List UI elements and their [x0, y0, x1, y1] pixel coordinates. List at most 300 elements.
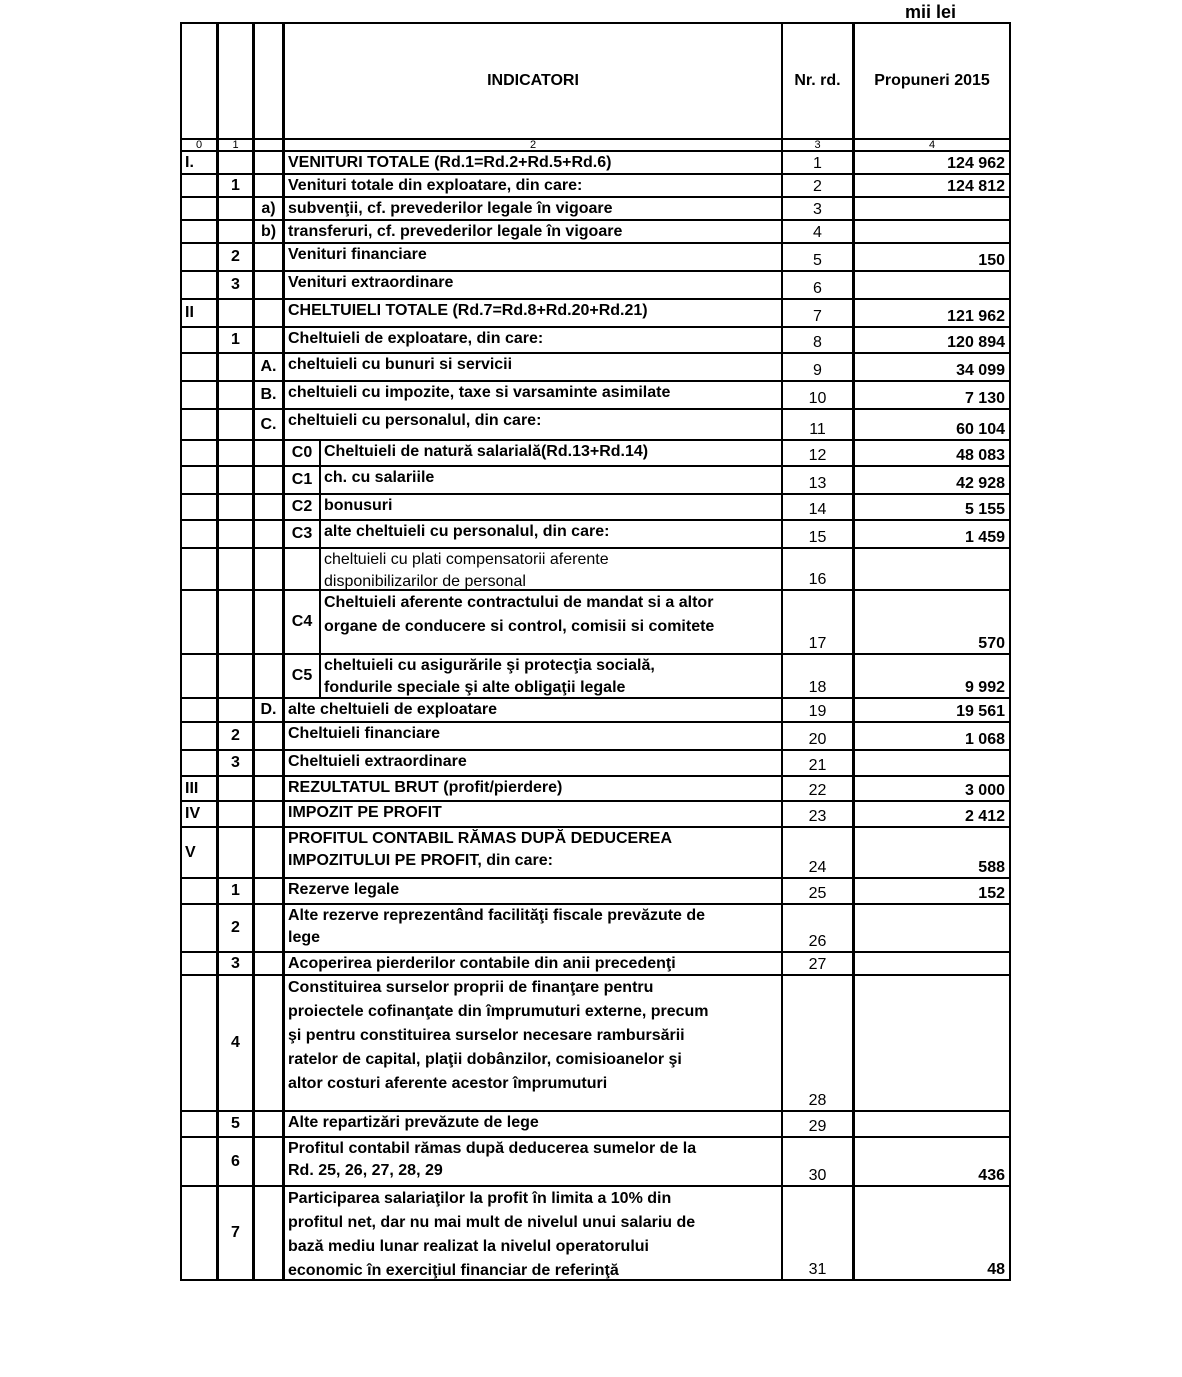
row-nr-cell: [781, 653, 854, 699]
table-row: [180, 270, 1011, 300]
row-description: transferuri, cf. prevederilor legale în vigoare: [288, 223, 623, 240]
row-value: 60 104: [956, 421, 1005, 438]
row-nr-cell: [781, 150, 854, 175]
row-value: 570: [978, 635, 1005, 652]
row-description-cell: [283, 173, 783, 198]
row-c0-label: [182, 953, 216, 974]
row-nr: 31: [808, 1261, 827, 1278]
row-value-cell: [853, 326, 1011, 354]
row-c0-label: [182, 905, 216, 951]
row-c1-label: 1: [231, 331, 240, 348]
row-nr-cell: [781, 951, 854, 976]
row-nr-cell: [781, 589, 854, 655]
row-nr-cell: [781, 974, 854, 1112]
row-c2-cell: [253, 465, 284, 495]
row-c1-label: 1: [231, 882, 240, 899]
row-c0-label: [182, 382, 216, 408]
row-c1-cell: [217, 439, 254, 467]
header-nr-rd-label: Nr. rd.: [794, 72, 841, 89]
row-c1-label: [219, 521, 252, 547]
row-c1-cell: [217, 380, 254, 410]
row-description: Rezerve legale: [288, 881, 400, 898]
row-sub-code: [285, 549, 319, 589]
row-nr: 29: [808, 1118, 827, 1135]
row-value-cell: [853, 1185, 1011, 1281]
row-c0-cell: [180, 877, 218, 905]
row-c1-cell: [217, 298, 254, 328]
row-sub-code-cell: [283, 547, 321, 591]
row-value-cell: [853, 547, 1011, 591]
row-c2-label: [255, 655, 282, 697]
row-c1-cell: [217, 150, 254, 175]
row-value: 48 083: [956, 447, 1005, 464]
row-c1-label: [219, 410, 252, 439]
row-c0-label: [182, 723, 216, 749]
row-nr: 24: [808, 859, 827, 876]
row-c1-label: [219, 441, 252, 465]
row-description-cell: [283, 1110, 783, 1138]
row-c2-cell: [253, 800, 284, 828]
header-propuneri: [853, 22, 1011, 140]
row-c0-cell: [180, 547, 218, 591]
row-c1-cell: [217, 974, 254, 1112]
table-row: [180, 903, 1011, 953]
row-c1-cell: [217, 352, 254, 382]
row-description-cell: [283, 974, 783, 1112]
row-c1-cell: [217, 653, 254, 699]
row-c2-cell: [253, 826, 284, 879]
row-c1-label: [219, 495, 252, 519]
row-nr-cell: [781, 298, 854, 328]
row-c0-cell: [180, 697, 218, 723]
row-nr: 7: [813, 308, 822, 325]
row-nr-cell: [781, 219, 854, 244]
row-c1-label: 3: [231, 954, 240, 972]
row-description: Acoperirea pierderilor contabile din anii precedenţi: [288, 955, 676, 972]
table-row: [180, 653, 1011, 699]
row-description: Profitul contabil rămas după deducerea sumelor de la Rd. 25, 26, 27, 28, 29: [288, 1140, 697, 1179]
row-value: 2 412: [964, 808, 1005, 825]
row-c1-label: 2: [231, 919, 240, 936]
table-row: [180, 196, 1011, 221]
row-sub-code: C5: [291, 667, 313, 684]
row-nr-cell: [781, 380, 854, 410]
row-nr: 15: [808, 529, 827, 546]
row-c2-label: [255, 591, 282, 653]
row-value: 436: [978, 1167, 1005, 1184]
index-label: 0: [195, 139, 203, 151]
row-nr-cell: [781, 173, 854, 198]
row-c2-label: B.: [260, 386, 277, 403]
row-nr: 1: [813, 155, 822, 172]
row-c2-label: [255, 467, 282, 493]
header-col0: [180, 22, 218, 140]
row-nr: 11: [809, 421, 826, 438]
row-description-cell: [283, 800, 783, 828]
row-c2-label: [255, 953, 282, 974]
index-label: 2: [529, 139, 537, 151]
row-c1-label: [219, 802, 252, 826]
row-c1-label: 1: [231, 176, 240, 194]
row-value-cell: [853, 951, 1011, 976]
row-c0-cell: [180, 493, 218, 521]
row-value-cell: [853, 877, 1011, 905]
row-c1-cell: [217, 519, 254, 549]
table-row: [180, 352, 1011, 382]
row-c0-label: [182, 521, 216, 547]
table-row: [180, 326, 1011, 354]
row-c2-cell: [253, 519, 284, 549]
row-c1-label: 3: [231, 754, 240, 771]
table-row: [180, 408, 1011, 441]
row-nr: 10: [808, 390, 827, 407]
row-description-cell: [283, 951, 783, 976]
row-c1-cell: [217, 800, 254, 828]
row-c2-cell: [253, 547, 284, 591]
row-c1-cell: [217, 196, 254, 221]
row-c2-label: [255, 495, 282, 519]
row-value-cell: [853, 242, 1011, 272]
row-c2-cell: [253, 408, 284, 441]
row-value-cell: [853, 173, 1011, 198]
row-description: Venituri extraordinare: [288, 274, 454, 291]
row-c0-cell: [180, 173, 218, 198]
row-c1-cell: [217, 493, 254, 521]
row-c0-cell: [180, 903, 218, 953]
row-value-cell: [853, 219, 1011, 244]
row-c1-label: 6: [231, 1152, 240, 1170]
row-nr-cell: [781, 196, 854, 221]
row-value: 1 459: [964, 529, 1005, 546]
row-value-cell: [853, 1136, 1011, 1187]
row-c0-cell: [180, 196, 218, 221]
row-value: 121 962: [947, 308, 1005, 325]
row-c0-label: [182, 175, 216, 196]
row-description-cell: [319, 465, 783, 495]
row-c0-cell: [180, 150, 218, 175]
row-value: 5 155: [964, 501, 1005, 518]
row-value-cell: [853, 589, 1011, 655]
row-c2-label: [255, 152, 282, 173]
unit-label: mii lei: [905, 2, 957, 22]
row-nr: 8: [813, 334, 822, 351]
row-description: VENITURI TOTALE (Rd.1=Rd.2+Rd.5+Rd.6): [288, 154, 612, 171]
row-description: CHELTUIELI TOTALE (Rd.7=Rd.8+Rd.20+Rd.21): [288, 302, 648, 319]
row-value: 42 928: [956, 475, 1005, 492]
table-row: [180, 219, 1011, 244]
row-c1-label: [219, 467, 252, 493]
row-c2-cell: [253, 219, 284, 244]
row-c2-label: C.: [260, 415, 277, 433]
row-description-cell: [283, 408, 783, 441]
row-value-cell: [853, 380, 1011, 410]
table-row: [180, 519, 1011, 549]
header-nr-rd: [781, 22, 854, 140]
row-nr-cell: [781, 1185, 854, 1281]
row-description: Venituri financiare: [288, 246, 427, 263]
row-nr-cell: [781, 408, 854, 441]
row-c0-cell: [180, 408, 218, 441]
table-row: [180, 380, 1011, 410]
row-sub-code-cell: [283, 493, 321, 521]
row-value: 124 812: [947, 178, 1005, 195]
row-nr: 22: [808, 782, 827, 799]
row-c0-label: V: [185, 843, 196, 861]
row-c0-cell: [180, 775, 218, 802]
row-description: ch. cu salariile: [324, 469, 435, 486]
row-c1-label: 7: [231, 1224, 240, 1241]
row-description-cell: [283, 270, 783, 300]
row-nr-cell: [781, 775, 854, 802]
row-c2-cell: [253, 270, 284, 300]
row-nr-cell: [781, 749, 854, 777]
row-description-cell: [319, 439, 783, 467]
index-label: 4: [928, 139, 936, 151]
row-c2-cell: [253, 697, 284, 723]
row-nr-cell: [781, 519, 854, 549]
row-value: 120 894: [947, 334, 1005, 351]
row-c2-cell: [253, 1136, 284, 1187]
row-description-cell: [283, 877, 783, 905]
row-value: 1 068: [964, 731, 1005, 748]
row-nr-cell: [781, 1110, 854, 1138]
row-nr: 18: [808, 679, 827, 696]
row-c0-cell: [180, 380, 218, 410]
row-c0-label: I.: [185, 153, 194, 171]
table-row: [180, 589, 1011, 655]
row-nr-cell: [781, 903, 854, 953]
row-c0-cell: [180, 589, 218, 655]
row-c2-cell: [253, 352, 284, 382]
row-c1-cell: [217, 270, 254, 300]
row-nr-cell: [781, 465, 854, 495]
row-sub-code-cell: [283, 589, 321, 655]
header-indicatori-label: INDICATORI: [487, 72, 579, 89]
row-c0-label: [182, 198, 216, 219]
row-value: 124 962: [947, 155, 1005, 172]
row-c0-cell: [180, 800, 218, 828]
row-description: Alte rezerve reprezentând facilităţi fiscale prevăzute de lege: [288, 907, 706, 946]
row-c1-cell: [217, 1185, 254, 1281]
row-nr: 4: [813, 224, 822, 241]
row-description-cell: [283, 826, 783, 879]
table-row: [180, 749, 1011, 777]
row-c2-label: [255, 1112, 282, 1136]
row-c0-label: [182, 410, 216, 439]
row-c1-cell: [217, 547, 254, 591]
row-c2-cell: [253, 1110, 284, 1138]
table-row: [180, 150, 1011, 175]
row-value-cell: [853, 653, 1011, 699]
row-nr-cell: [781, 877, 854, 905]
row-c1-cell: [217, 173, 254, 198]
row-description: REZULTATUL BRUT (profit/pierdere): [288, 779, 563, 796]
row-nr-cell: [781, 697, 854, 723]
row-description: subvenţii, cf. prevederilor legale în vigoare: [288, 200, 613, 217]
row-sub-code-cell: [283, 519, 321, 549]
row-c1-label: 5: [231, 1115, 240, 1132]
row-c2-label: [255, 802, 282, 826]
row-c2-label: [255, 879, 282, 903]
row-description-cell: [283, 749, 783, 777]
row-value-cell: [853, 721, 1011, 751]
row-c0-label: [182, 751, 216, 775]
row-description: cheltuieli cu bunuri si servicii: [288, 356, 513, 373]
row-c1-cell: [217, 326, 254, 354]
row-c0-cell: [180, 242, 218, 272]
row-description-cell: [283, 352, 783, 382]
row-c1-label: [219, 591, 252, 653]
row-description: Cheltuieli aferente contractului de mandat si a altor organe de conducere si control, comisii si comitete: [324, 594, 715, 635]
row-c2-label: [255, 751, 282, 775]
table-row: [180, 697, 1011, 723]
row-c0-label: [182, 591, 216, 653]
row-c0-label: [182, 1112, 216, 1136]
row-c2-label: [255, 328, 282, 352]
row-c0-label: [182, 354, 216, 380]
row-description-cell: [283, 380, 783, 410]
row-c1-cell: [217, 408, 254, 441]
row-c1-label: [219, 152, 252, 173]
row-c2-cell: [253, 493, 284, 521]
row-description-cell: [319, 547, 783, 591]
row-description: Cheltuieli extraordinare: [288, 753, 467, 770]
row-c2-cell: [253, 877, 284, 905]
row-c2-cell: [253, 974, 284, 1112]
index-label: 1: [232, 139, 239, 151]
row-c0-label: [182, 221, 216, 242]
row-nr-cell: [781, 326, 854, 354]
row-value-cell: [853, 150, 1011, 175]
row-c2-cell: [253, 589, 284, 655]
row-c1-cell: [217, 749, 254, 777]
table-row: [180, 439, 1011, 467]
row-c2-cell: [253, 150, 284, 175]
row-description: PROFITUL CONTABIL RĂMAS DUPĂ DEDUCEREA IMPOZITULUI PE PROFIT, din care:: [288, 830, 673, 869]
header-col1: [217, 22, 254, 140]
row-description-cell: [319, 653, 783, 699]
row-value-cell: [853, 465, 1011, 495]
row-c1-cell: [217, 903, 254, 953]
row-c1-cell: [217, 877, 254, 905]
row-description: Cheltuieli de natură salarială(Rd.13+Rd.14): [324, 443, 649, 460]
row-c2-label: b): [260, 222, 277, 240]
row-sub-code: C3: [291, 525, 313, 542]
row-c1-cell: [217, 721, 254, 751]
row-value-cell: [853, 749, 1011, 777]
row-c1-label: [219, 699, 252, 721]
row-c0-label: [182, 699, 216, 721]
row-description-cell: [283, 326, 783, 354]
row-value-cell: [853, 903, 1011, 953]
row-c0-cell: [180, 653, 218, 699]
row-c0-label: [182, 495, 216, 519]
row-value: 152: [978, 885, 1005, 902]
row-c2-label: [255, 272, 282, 298]
row-c1-label: [219, 198, 252, 219]
row-description-cell: [283, 196, 783, 221]
row-nr-cell: [781, 1136, 854, 1187]
row-value-cell: [853, 775, 1011, 802]
row-description: bonusuri: [324, 497, 393, 514]
row-c2-label: a): [261, 199, 276, 217]
row-c0-label: [182, 244, 216, 270]
row-c2-label: [255, 441, 282, 465]
row-c1-label: [219, 655, 252, 697]
row-c2-label: [255, 976, 282, 1110]
row-c2-cell: [253, 173, 284, 198]
row-c2-cell: [253, 298, 284, 328]
row-c2-cell: [253, 653, 284, 699]
row-c1-label: [219, 828, 252, 877]
row-description: IMPOZIT PE PROFIT: [288, 804, 442, 821]
row-c1-label: [219, 221, 252, 242]
row-c0-cell: [180, 219, 218, 244]
row-value: 588: [978, 859, 1005, 876]
row-nr: 16: [808, 571, 827, 588]
row-description-cell: [283, 721, 783, 751]
row-c2-cell: [253, 326, 284, 354]
row-nr-cell: [781, 270, 854, 300]
row-nr: 25: [808, 885, 827, 902]
row-c0-label: [182, 328, 216, 352]
row-nr: 30: [808, 1167, 827, 1184]
row-value-cell: [853, 298, 1011, 328]
table-row: [180, 1185, 1011, 1281]
row-c1-label: 2: [231, 727, 240, 744]
row-value: 7 130: [964, 390, 1005, 407]
row-c0-label: [182, 272, 216, 298]
row-c0-label: III: [185, 779, 199, 797]
row-nr-cell: [781, 721, 854, 751]
row-c2-cell: [253, 951, 284, 976]
row-c1-cell: [217, 826, 254, 879]
row-description-cell: [283, 697, 783, 723]
row-value-cell: [853, 493, 1011, 521]
row-nr: 19: [808, 703, 827, 720]
header-indicatori: [283, 22, 783, 140]
row-c0-label: [182, 976, 216, 1110]
row-nr-cell: [781, 826, 854, 879]
row-c1-cell: [217, 465, 254, 495]
row-c0-cell: [180, 974, 218, 1112]
row-c2-cell: [253, 380, 284, 410]
row-c1-label: 3: [231, 276, 240, 293]
row-nr: 13: [808, 475, 827, 492]
row-description-cell: [283, 219, 783, 244]
row-value: 34 099: [956, 362, 1005, 379]
row-c1-label: [219, 354, 252, 380]
row-value-cell: [853, 1110, 1011, 1138]
row-description-cell: [283, 298, 783, 328]
table-row: [180, 493, 1011, 521]
row-c0-label: [182, 1138, 216, 1185]
row-description-cell: [319, 493, 783, 521]
row-nr-cell: [781, 547, 854, 591]
row-c0-cell: [180, 1136, 218, 1187]
row-sub-code: C2: [291, 498, 313, 515]
row-sub-code-cell: [283, 439, 321, 467]
row-value: 48: [987, 1261, 1005, 1278]
table-row: [180, 1110, 1011, 1138]
row-nr-cell: [781, 800, 854, 828]
row-c2-cell: [253, 1185, 284, 1281]
row-nr: 6: [813, 280, 822, 297]
row-c1-label: [219, 382, 252, 408]
row-c2-label: [255, 1187, 282, 1279]
row-c0-label: [182, 467, 216, 493]
row-c2-label: [255, 549, 282, 589]
